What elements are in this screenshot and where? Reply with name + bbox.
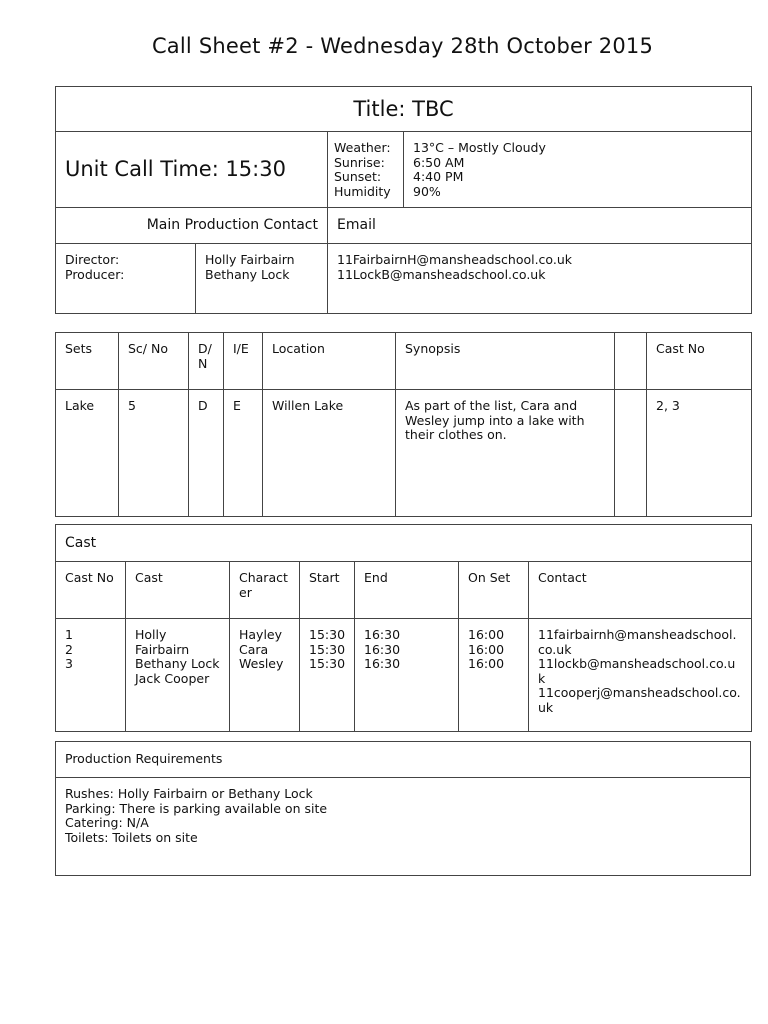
table-row xyxy=(56,390,752,517)
cast-start-times xyxy=(300,619,355,732)
requirement-catering: Catering: N/A xyxy=(65,815,149,830)
cast-section-title: Cast xyxy=(56,525,752,562)
sunrise-value: 6:50 AM xyxy=(413,154,465,170)
table-row xyxy=(56,619,752,732)
col-on-set: On Set xyxy=(459,562,529,619)
col-blank xyxy=(615,333,647,390)
requirement-toilets: Toilets: Toilets on site xyxy=(65,829,198,845)
scene-day-night: D xyxy=(189,390,224,517)
scene-location: Willen Lake xyxy=(263,390,396,517)
scene-cast-no: 2, 3 xyxy=(647,390,752,517)
start-time: 15:30 xyxy=(309,627,346,642)
scene-number: 5 xyxy=(119,390,189,517)
contact-email[interactable]: 11fairbairnh@mansheadschool.co.uk xyxy=(538,627,737,657)
cast-numbers xyxy=(56,619,126,732)
requirements-title: Production Requirements xyxy=(56,742,751,778)
col-cast-number: Cast No xyxy=(56,562,126,619)
cast-characters xyxy=(230,619,300,732)
cast-number: 3 xyxy=(65,656,73,671)
on-set-time: 16:00 xyxy=(468,656,505,671)
on-set-time: 16:00 xyxy=(468,627,505,642)
character-name: Cara xyxy=(239,641,269,657)
col-end: End xyxy=(355,562,459,619)
producer-role: Producer: xyxy=(65,266,125,282)
scene-synopsis: As part of the list, Cara and Wesley jump into a lake with their clothes on. xyxy=(396,390,615,517)
start-time: 15:30 xyxy=(309,656,346,671)
scene-set: Lake xyxy=(56,390,119,517)
end-time: 16:30 xyxy=(364,627,401,642)
sunset-label: Sunset: xyxy=(334,169,382,184)
character-name: Hayley xyxy=(239,627,283,642)
cast-contacts xyxy=(529,619,752,732)
col-cast-no: Cast No xyxy=(647,333,752,390)
cast-table xyxy=(55,524,752,732)
end-time: 16:30 xyxy=(364,656,401,671)
weather-values xyxy=(404,132,752,208)
col-contact: Contact xyxy=(529,562,752,619)
col-synopsis: Synopsis xyxy=(396,333,615,390)
requirements-table xyxy=(55,741,751,876)
requirement-rushes: Rushes: Holly Fairbairn or Bethany Lock xyxy=(65,786,313,801)
col-character: Character xyxy=(230,562,300,619)
cast-number: 1 xyxy=(65,627,73,642)
cast-number: 2 xyxy=(65,641,73,657)
start-time: 15:30 xyxy=(309,641,346,657)
cast-name: Bethany Lock xyxy=(135,656,220,671)
scenes-header-row xyxy=(56,333,752,390)
cast-names xyxy=(126,619,230,732)
end-time: 16:30 xyxy=(364,641,401,657)
cast-name: Holly Fairbairn xyxy=(135,627,190,657)
col-day-night: D/ N xyxy=(189,333,224,390)
col-int-ext: I/E xyxy=(224,333,263,390)
character-name: Wesley xyxy=(239,656,284,671)
col-cast-name: Cast xyxy=(126,562,230,619)
cast-end-times xyxy=(355,619,459,732)
contact-email[interactable]: 11lockb@mansheadschool.co.uk xyxy=(538,656,736,686)
table-row xyxy=(56,778,751,876)
col-start: Start xyxy=(300,562,355,619)
requirement-parking: Parking: There is parking available on site xyxy=(65,800,328,816)
col-sets: Sets xyxy=(56,333,119,390)
scene-int-ext: E xyxy=(224,390,263,517)
sunset-value: 4:40 PM xyxy=(413,169,464,184)
contact-email[interactable]: 11cooperj@mansheadschool.co.uk xyxy=(538,685,741,715)
humidity-value: 90% xyxy=(413,183,441,199)
producer-email[interactable]: 11LockB@mansheadschool.co.uk xyxy=(337,266,546,282)
page-title: Call Sheet #2 - Wednesday 28th October 2015 xyxy=(151,34,654,58)
scenes-table xyxy=(55,332,752,517)
humidity-label: Humidity xyxy=(334,183,391,199)
sunrise-label: Sunrise: xyxy=(334,154,385,170)
col-location: Location xyxy=(263,333,396,390)
requirements-list xyxy=(56,778,751,876)
contact-roles xyxy=(56,244,196,314)
contact-names xyxy=(196,244,328,314)
production-info-table xyxy=(55,86,752,314)
director-email[interactable]: 11FairbairnH@mansheadschool.co.uk xyxy=(337,252,572,267)
email-label: Email xyxy=(328,208,752,244)
weather-label: Weather: xyxy=(334,140,391,155)
main-contact-label: Main Production Contact xyxy=(56,208,328,244)
col-scene-no: Sc/ No xyxy=(119,333,189,390)
cast-header-row xyxy=(56,562,752,619)
director-role: Director: xyxy=(65,252,120,267)
weather-value: 13°C – Mostly Cloudy xyxy=(413,140,546,155)
contact-emails xyxy=(328,244,752,314)
producer-name: Bethany Lock xyxy=(205,266,290,282)
unit-call-time: Unit Call Time: 15:30 xyxy=(56,132,328,208)
production-title: Title: TBC xyxy=(56,87,752,132)
cast-name: Jack Cooper xyxy=(135,670,210,686)
cast-on-set-times xyxy=(459,619,529,732)
weather-labels xyxy=(328,132,404,208)
director-name: Holly Fairbairn xyxy=(205,252,295,267)
scene-blank xyxy=(615,390,647,517)
on-set-time: 16:00 xyxy=(468,641,505,657)
